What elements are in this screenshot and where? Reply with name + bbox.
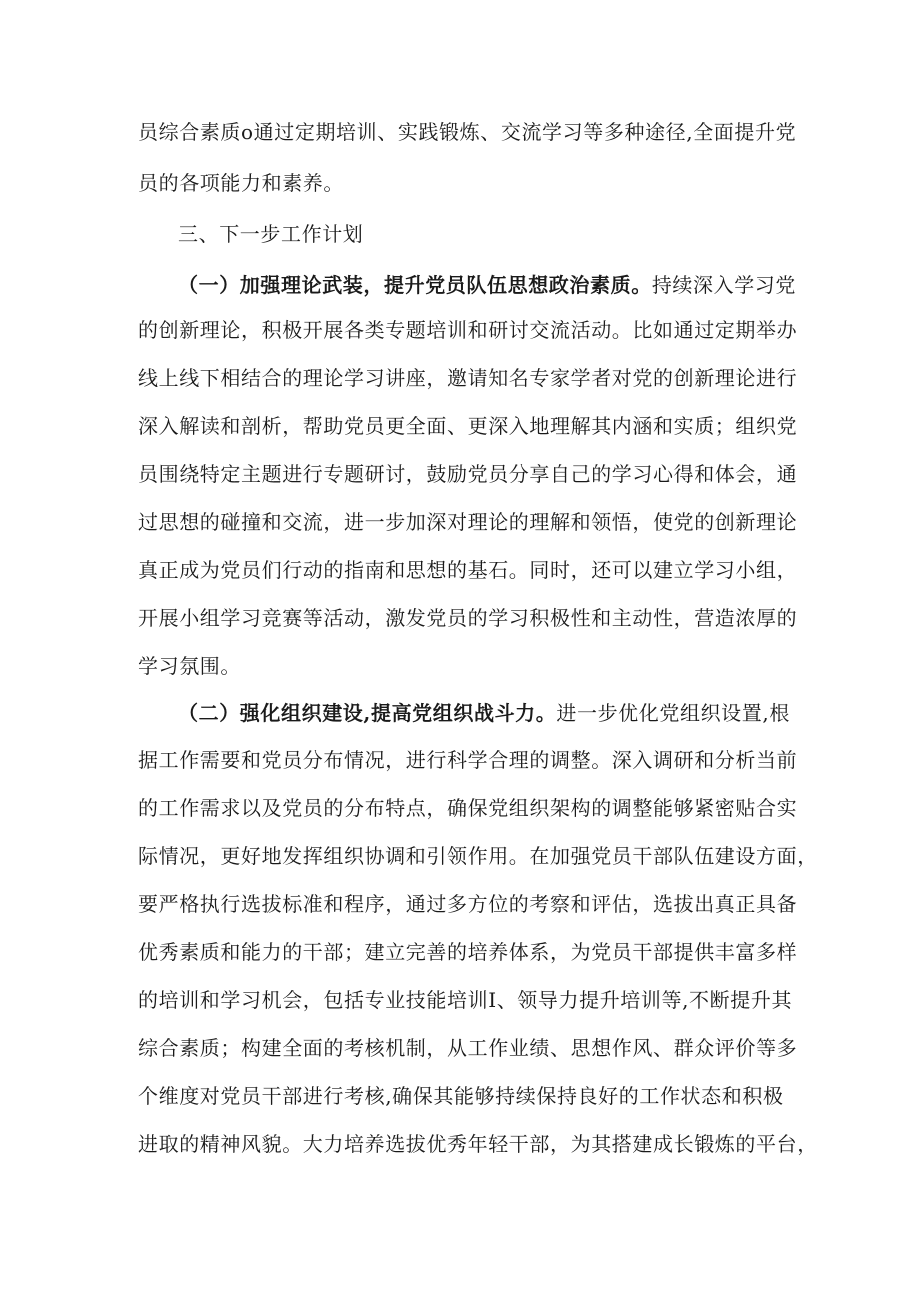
text-line: 开展小组学习竞赛等活动，激发党员的学习积极性和主动性，营造浓厚的 — [138, 606, 798, 630]
text-line: 要严格执行选拔标准和程序，通过多方位的考察和评估，选拔出真正具备 — [138, 892, 798, 916]
text-line: 综合素质；构建全面的考核机制，从工作业绩、思想作风、群众评价等多 — [138, 1036, 798, 1060]
subsection-lead-line — [178, 271, 838, 299]
text-line: 深入解读和剖析，帮助党员更全面、更深入地理解其内涵和实质；组织党 — [138, 414, 798, 438]
text-line: 学习氛围。 — [138, 654, 241, 678]
text-line: 线上线下相结合的理论学习讲座，邀请知名专家学者对党的创新理论进行 — [138, 366, 798, 390]
subsection-lead-line — [178, 699, 838, 727]
text-line: 真正成为党员们行动的指南和思想的基石。同时，还可以建立学习小组， — [138, 558, 798, 582]
text-span: 进一步优化党组织设置,根 — [556, 701, 790, 725]
section-heading: 三、下一步工作计划 — [178, 222, 364, 246]
text-line: 据工作需要和党员分布情况，进行科学合理的调整。深入调研和分析当前 — [138, 748, 798, 772]
text-line: 优秀素质和能力的干部；建立完善的培养体系，为党员干部提供丰富多样 — [138, 940, 798, 964]
text-line: 员综合素质o通过定期培训、实践锻炼、交流学习等多种途径,全面提升党 — [138, 120, 797, 144]
text-line: 员的各项能力和素养。 — [138, 171, 344, 195]
text-line: 进取的精神风貌。大力培养选拔优秀年轻干部，为其搭建成长锻炼的平台， — [138, 1132, 818, 1156]
text-line: 个维度对党员干部进行考核,确保其能够持续保持良好的工作状态和积极 — [138, 1084, 784, 1108]
subsection-title: （二）强化组织建设,提高党组织战斗力。 — [178, 701, 557, 725]
text-span: 持续深入学习党 — [651, 273, 797, 297]
text-line: 过思想的碰撞和交流，进一步加深对理论的理解和领悟，使党的创新理论 — [138, 510, 798, 534]
text-line: 际情况，更好地发挥组织协调和引领作用。在加强党员干部队伍建设方面， — [138, 844, 818, 868]
text-line: 的工作需求以及党员的分布特点，确保党组织架构的调整能够紧密贴合实 — [138, 796, 798, 820]
text-line: 的培训和学习机会，包括专业技能培训I、领导力提升培训等,不断提升其 — [138, 988, 793, 1012]
subsection-title: （一）加强理论武装，提升党员队伍思想政治素质。 — [178, 273, 652, 297]
text-line: 的创新理论，积极开展各类专题培训和研讨交流活动。比如通过定期举办 — [138, 318, 798, 342]
text-line: 员围绕特定主题进行专题研讨，鼓励党员分享自己的学习心得和体会，通 — [138, 462, 798, 486]
